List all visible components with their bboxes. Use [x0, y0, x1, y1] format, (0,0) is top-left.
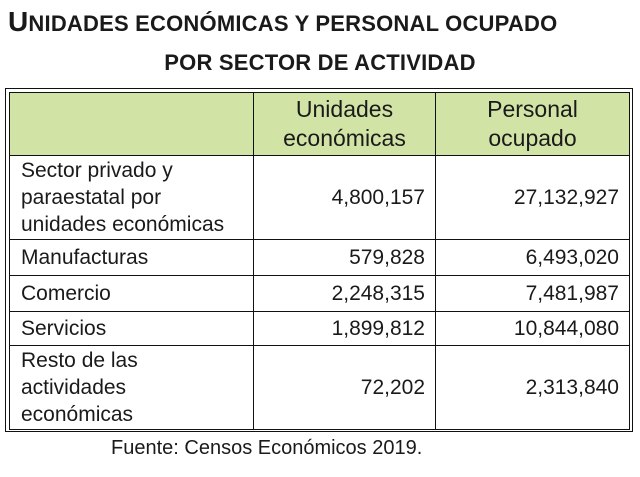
- table-row: [10, 156, 630, 240]
- row-label: Comercio: [10, 276, 254, 312]
- row-personal: 27,132,927: [436, 156, 630, 240]
- row-label: Sector privado y paraestatal por unidades económicas: [10, 156, 254, 240]
- row-personal: 7,481,987: [436, 276, 630, 312]
- table-row: [10, 276, 630, 312]
- row-label: Manufacturas: [10, 240, 254, 276]
- table-row: [10, 346, 630, 430]
- row-personal: 2,313,840: [436, 346, 630, 430]
- row-personal: 6,493,020: [436, 240, 630, 276]
- row-label: Servicios: [10, 312, 254, 346]
- header-unidades: Unidades económicas: [254, 93, 436, 156]
- data-table: [9, 92, 630, 430]
- row-personal: 10,844,080: [436, 312, 630, 346]
- row-unidades: 4,800,157: [254, 156, 436, 240]
- title-rest: NIDADES ECONÓMICAS Y PERSONAL OCUPADO: [28, 11, 558, 36]
- header-row: [10, 93, 630, 156]
- row-unidades: 1,899,812: [254, 312, 436, 346]
- row-unidades: 72,202: [254, 346, 436, 430]
- table-frame: [5, 88, 633, 432]
- title-line-1: [8, 6, 638, 38]
- source-note: Fuente: Censos Económicos 2019.: [111, 437, 423, 459]
- table-row: [10, 240, 630, 276]
- header-personal: Personal ocupado: [436, 93, 630, 156]
- header-label: [10, 93, 254, 156]
- title-line-2: POR SECTOR DE ACTIVIDAD: [164, 50, 476, 75]
- title-initial: U: [8, 6, 29, 37]
- row-unidades: 579,828: [254, 240, 436, 276]
- table-row: [10, 312, 630, 346]
- row-unidades: 2,248,315: [254, 276, 436, 312]
- row-label: Resto de las actividades económicas: [10, 346, 254, 430]
